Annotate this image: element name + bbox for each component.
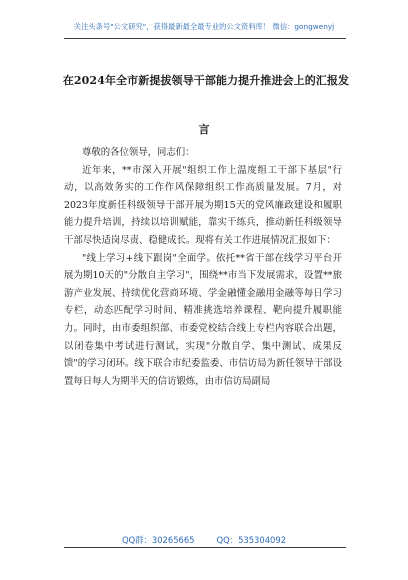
- header-divider: [64, 38, 346, 39]
- salutation: 尊敬的各位领导，同志们：: [82, 147, 195, 158]
- document-title: 在2024年全市新提拔领导干部能力提升推进会上的汇报发: [62, 74, 350, 87]
- paragraph-intro: 近年来，**市深入开展"组织工作上温度组工干部下基层"行动，以高效务实的工作作风保障组织工作高质量发展。7月，对2023年度新任科级领导干部开展为期15天的党风廉政建设和履职能力提升培训，持续以培训赋能，靠实干练兵，推动新任科级领导干部尽快适岗尽责、稳健成长。现将有关工作进展情况汇报如下：: [64, 164, 342, 246]
- footer-qq: QQ：535304092: [216, 535, 287, 545]
- paragraph-learning: "线上学习+线下跟岗"全面学。依托**省干部在线学习平台开展为期10天的"分散自主学习"，围绕**市当下发展需求，设置**旅游产业发展、持续优化营商环境、学金融懂金融用金融等每日学习专栏，动态匹配学习时间、精准挑选培养课程、靶向提升履职能力。同时，由市委组织部、市委党校结合线上专栏内容联合出题，以闭卷集中考试进行测试，实现"分散自学、集中测试、成果反馈"的学习闭环。线下联合市纪委监委、市信访局为新任领导干部设置每日每人为期半天的信访锻炼，由市信访局副局: [64, 252, 342, 387]
- footer-divider: [64, 547, 346, 548]
- document-title-continued: 言: [198, 123, 210, 136]
- header-note: 关注头条号"公文研究"，获得最新最全最专业的公文资料库！ 微信：gongwenyj: [73, 22, 335, 31]
- footer-contact: [0, 534, 408, 546]
- document-body: [64, 144, 342, 390]
- footer-qq-group: QQ群：30265665: [121, 535, 195, 545]
